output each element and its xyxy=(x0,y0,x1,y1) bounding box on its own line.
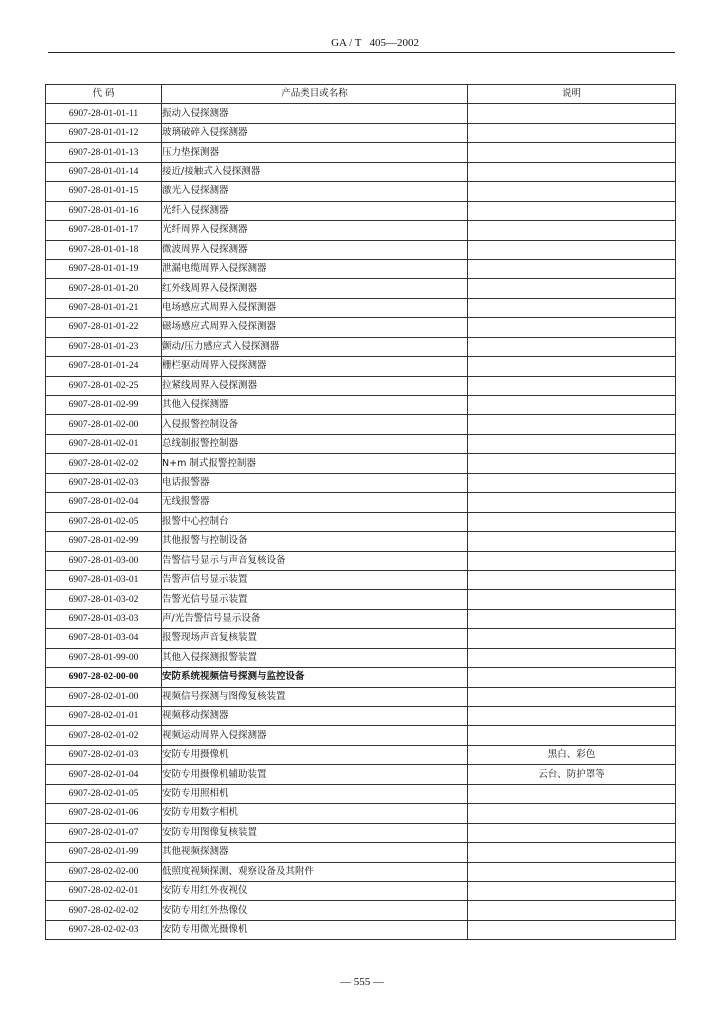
name-cell: 栅栏驱动周界入侵探测器 xyxy=(162,357,468,376)
table-row xyxy=(46,726,676,745)
table-row xyxy=(46,823,676,842)
note-cell xyxy=(468,901,676,920)
header-name: 产品类目或名称 xyxy=(162,85,468,104)
table-row xyxy=(46,512,676,531)
name-cell: 微波周界入侵探测器 xyxy=(162,240,468,259)
note-cell xyxy=(468,240,676,259)
name-cell: 拉紧线周界入侵探测器 xyxy=(162,376,468,395)
table-row xyxy=(46,765,676,784)
code-cell: 6907-28-01-03-03 xyxy=(46,609,162,628)
code-cell: 6907-28-01-02-05 xyxy=(46,512,162,531)
note-cell xyxy=(468,609,676,628)
table-row xyxy=(46,920,676,939)
note-cell xyxy=(468,648,676,667)
note-cell xyxy=(468,784,676,803)
note-cell xyxy=(468,629,676,648)
note-cell xyxy=(468,123,676,142)
code-cell: 6907-28-01-01-15 xyxy=(46,182,162,201)
code-cell: 6907-28-01-01-12 xyxy=(46,123,162,142)
name-cell: 安防专用图像复核装置 xyxy=(162,823,468,842)
table-row xyxy=(46,881,676,900)
note-cell xyxy=(468,415,676,434)
code-cell: 6907-28-01-02-99 xyxy=(46,532,162,551)
note-cell xyxy=(468,221,676,240)
name-cell: 无线报警器 xyxy=(162,493,468,512)
code-cell: 6907-28-01-01-17 xyxy=(46,221,162,240)
note-cell xyxy=(468,687,676,706)
table-row xyxy=(46,707,676,726)
name-cell: 电场感应式周界入侵探测器 xyxy=(162,298,468,317)
code-cell: 6907-28-01-99-00 xyxy=(46,648,162,667)
name-cell: 声/光告警信号显示设备 xyxy=(162,609,468,628)
note-cell xyxy=(468,823,676,842)
code-cell: 6907-28-01-02-25 xyxy=(46,376,162,395)
note-cell xyxy=(468,182,676,201)
name-cell: 红外线周界入侵探测器 xyxy=(162,279,468,298)
table-row xyxy=(46,668,676,687)
table-row xyxy=(46,162,676,181)
table-row xyxy=(46,298,676,317)
table-row xyxy=(46,901,676,920)
name-cell: 其他入侵探测报警装置 xyxy=(162,648,468,667)
name-cell: 告警声信号显示装置 xyxy=(162,570,468,589)
name-cell: 低照度视频探测、观察设备及其附件 xyxy=(162,862,468,881)
name-cell: 视频移动探测器 xyxy=(162,707,468,726)
page-header xyxy=(48,36,675,53)
name-cell: 其他报警与控制设备 xyxy=(162,532,468,551)
header-note: 说明 xyxy=(468,85,676,104)
code-cell: 6907-28-02-02-03 xyxy=(46,920,162,939)
name-cell: 告警信号显示与声音复核设备 xyxy=(162,551,468,570)
note-cell xyxy=(468,512,676,531)
code-cell: 6907-28-02-01-00 xyxy=(46,687,162,706)
name-cell: 视频信号探测与图像复核装置 xyxy=(162,687,468,706)
note-cell xyxy=(468,318,676,337)
note-cell xyxy=(468,881,676,900)
table-row xyxy=(46,687,676,706)
note-cell xyxy=(468,473,676,492)
table-row xyxy=(46,182,676,201)
table-row xyxy=(46,318,676,337)
table-row xyxy=(46,259,676,278)
table-row xyxy=(46,240,676,259)
name-cell: 光纤周界入侵探测器 xyxy=(162,221,468,240)
table-row xyxy=(46,629,676,648)
code-cell: 6907-28-01-02-00 xyxy=(46,415,162,434)
code-cell: 6907-28-01-01-23 xyxy=(46,337,162,356)
table-row xyxy=(46,590,676,609)
name-cell: 安防专用红外热像仪 xyxy=(162,901,468,920)
note-cell xyxy=(468,434,676,453)
name-cell: 安防专用微光摄像机 xyxy=(162,920,468,939)
table-row xyxy=(46,454,676,473)
table-row xyxy=(46,862,676,881)
table-row xyxy=(46,532,676,551)
name-cell: 磁场感应式周界入侵探测器 xyxy=(162,318,468,337)
code-cell: 6907-28-02-01-04 xyxy=(46,765,162,784)
note-cell xyxy=(468,590,676,609)
table-row xyxy=(46,843,676,862)
name-cell: 告警光信号显示装置 xyxy=(162,590,468,609)
product-code-table xyxy=(45,84,676,940)
note-cell xyxy=(468,104,676,123)
table-row xyxy=(46,551,676,570)
table-row xyxy=(46,473,676,492)
name-cell: 电话报警器 xyxy=(162,473,468,492)
table-row xyxy=(46,104,676,123)
code-cell: 6907-28-01-02-01 xyxy=(46,434,162,453)
code-cell: 6907-28-01-02-04 xyxy=(46,493,162,512)
note-cell: 黑白、彩色 xyxy=(468,745,676,764)
code-cell: 6907-28-01-01-14 xyxy=(46,162,162,181)
note-cell xyxy=(468,298,676,317)
name-cell: 安防系统视频信号探测与监控设备 xyxy=(162,668,468,687)
name-cell: 安防专用摄像机辅助装置 xyxy=(162,765,468,784)
note-cell xyxy=(468,843,676,862)
name-cell: 压力垫探测器 xyxy=(162,143,468,162)
code-cell: 6907-28-02-02-02 xyxy=(46,901,162,920)
code-cell: 6907-28-01-01-20 xyxy=(46,279,162,298)
name-cell: N+m 制式报警控制器 xyxy=(162,454,468,473)
table-row xyxy=(46,357,676,376)
table-row xyxy=(46,221,676,240)
code-cell: 6907-28-02-01-99 xyxy=(46,843,162,862)
table-body xyxy=(46,104,676,940)
name-cell: 总线制报警控制器 xyxy=(162,434,468,453)
note-cell: 云台、防护罩等 xyxy=(468,765,676,784)
code-cell: 6907-28-01-03-00 xyxy=(46,551,162,570)
note-cell xyxy=(468,259,676,278)
code-cell: 6907-28-01-01-16 xyxy=(46,201,162,220)
note-cell xyxy=(468,493,676,512)
table-row xyxy=(46,784,676,803)
code-cell: 6907-28-01-01-13 xyxy=(46,143,162,162)
note-cell xyxy=(468,804,676,823)
code-cell: 6907-28-01-02-99 xyxy=(46,396,162,415)
name-cell: 其他入侵探测器 xyxy=(162,396,468,415)
name-cell: 入侵报警控制设备 xyxy=(162,415,468,434)
header-code: 代 码 xyxy=(46,85,162,104)
name-cell: 光纤入侵探测器 xyxy=(162,201,468,220)
note-cell xyxy=(468,396,676,415)
note-cell xyxy=(468,454,676,473)
code-cell: 6907-28-01-01-22 xyxy=(46,318,162,337)
code-cell: 6907-28-02-01-06 xyxy=(46,804,162,823)
table-row xyxy=(46,570,676,589)
code-cell: 6907-28-01-03-04 xyxy=(46,629,162,648)
code-cell: 6907-28-01-01-24 xyxy=(46,357,162,376)
name-cell: 报警中心控制台 xyxy=(162,512,468,531)
code-cell: 6907-28-02-01-03 xyxy=(46,745,162,764)
name-cell: 其他视频探测器 xyxy=(162,843,468,862)
code-cell: 6907-28-02-02-00 xyxy=(46,862,162,881)
table-row xyxy=(46,415,676,434)
table-row xyxy=(46,201,676,220)
note-cell xyxy=(468,707,676,726)
name-cell: 泄漏电缆周界入侵探测器 xyxy=(162,259,468,278)
note-cell xyxy=(468,532,676,551)
table-row xyxy=(46,396,676,415)
code-cell: 6907-28-02-01-05 xyxy=(46,784,162,803)
name-cell: 安防专用红外夜视仪 xyxy=(162,881,468,900)
note-cell xyxy=(468,862,676,881)
code-cell: 6907-28-01-03-01 xyxy=(46,570,162,589)
code-cell: 6907-28-01-03-02 xyxy=(46,590,162,609)
name-cell: 激光入侵探测器 xyxy=(162,182,468,201)
code-cell: 6907-28-02-01-02 xyxy=(46,726,162,745)
name-cell: 视频运动周界入侵探测器 xyxy=(162,726,468,745)
name-cell: 安防专用摄像机 xyxy=(162,745,468,764)
code-cell: 6907-28-02-01-01 xyxy=(46,707,162,726)
note-cell xyxy=(468,668,676,687)
code-cell: 6907-28-01-01-11 xyxy=(46,104,162,123)
name-cell: 颤动/压力感应式入侵探测器 xyxy=(162,337,468,356)
name-cell: 接近/接触式入侵探测器 xyxy=(162,162,468,181)
name-cell: 玻璃破碎入侵探测器 xyxy=(162,123,468,142)
page-number: — 555 — xyxy=(340,976,384,988)
table-row xyxy=(46,804,676,823)
code-cell: 6907-28-01-02-03 xyxy=(46,473,162,492)
note-cell xyxy=(468,920,676,939)
code-cell: 6907-28-02-01-07 xyxy=(46,823,162,842)
code-cell: 6907-28-01-01-21 xyxy=(46,298,162,317)
name-cell: 报警现场声音复核装置 xyxy=(162,629,468,648)
table-row xyxy=(46,434,676,453)
table-row xyxy=(46,123,676,142)
table-row xyxy=(46,279,676,298)
note-cell xyxy=(468,551,676,570)
note-cell xyxy=(468,143,676,162)
code-cell: 6907-28-01-02-02 xyxy=(46,454,162,473)
note-cell xyxy=(468,570,676,589)
note-cell xyxy=(468,162,676,181)
name-cell: 振动入侵探测器 xyxy=(162,104,468,123)
code-cell: 6907-28-01-01-18 xyxy=(46,240,162,259)
table-row xyxy=(46,143,676,162)
code-cell: 6907-28-01-01-19 xyxy=(46,259,162,278)
table-row xyxy=(46,493,676,512)
table-row xyxy=(46,745,676,764)
note-cell xyxy=(468,201,676,220)
table-row xyxy=(46,648,676,667)
table-row xyxy=(46,609,676,628)
name-cell: 安防专用数字相机 xyxy=(162,804,468,823)
table-row xyxy=(46,376,676,395)
note-cell xyxy=(468,337,676,356)
note-cell xyxy=(468,726,676,745)
standard-number: GA / T 405—2002 xyxy=(331,37,419,49)
note-cell xyxy=(468,357,676,376)
code-cell: 6907-28-02-02-01 xyxy=(46,881,162,900)
table-row xyxy=(46,337,676,356)
name-cell: 安防专用照相机 xyxy=(162,784,468,803)
table-header-row xyxy=(46,85,676,104)
code-cell: 6907-28-02-00-00 xyxy=(46,668,162,687)
note-cell xyxy=(468,279,676,298)
note-cell xyxy=(468,376,676,395)
